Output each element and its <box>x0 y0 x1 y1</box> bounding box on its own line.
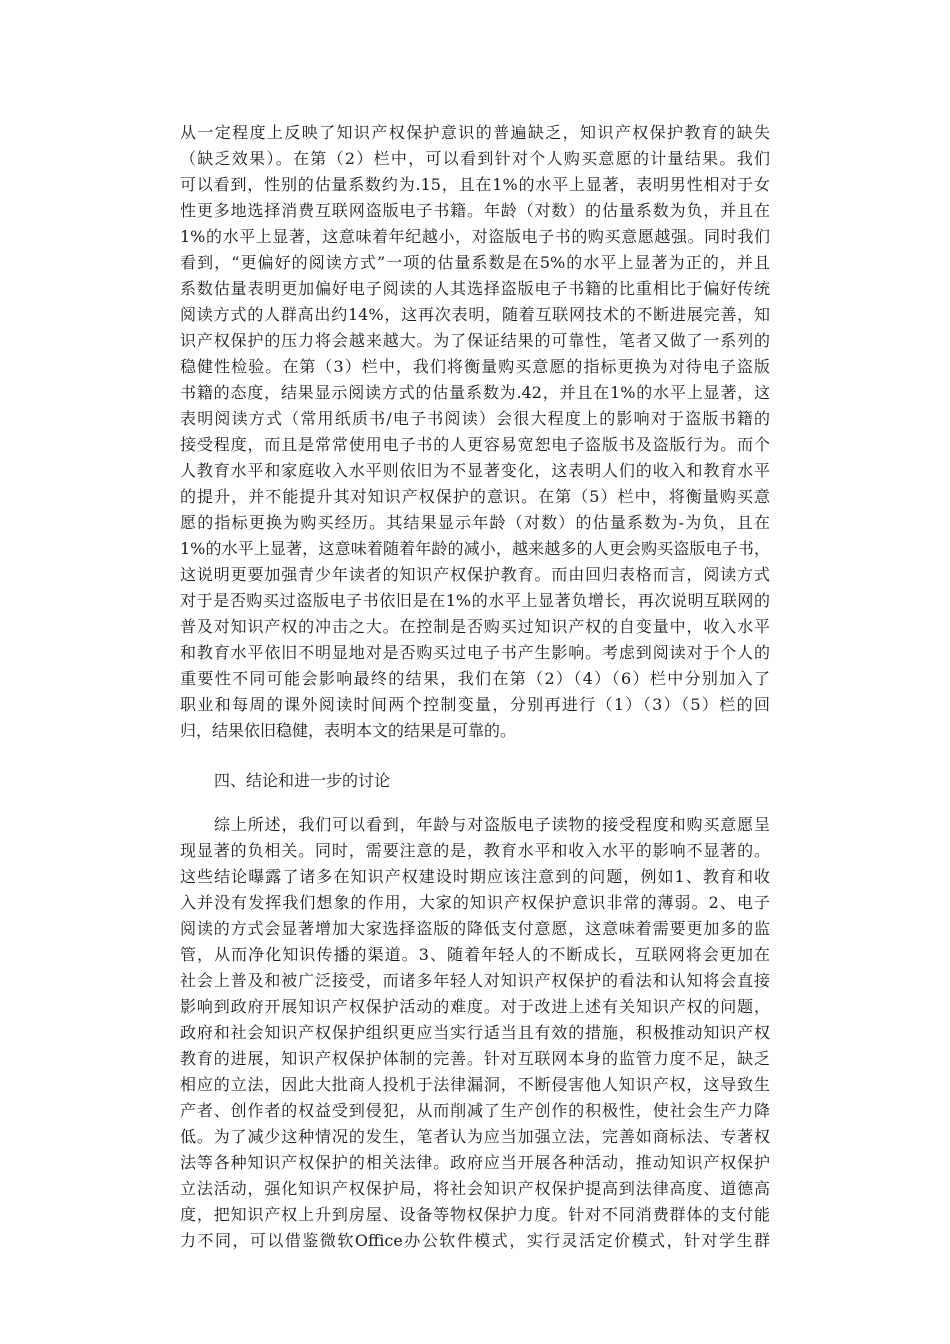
text-line: 这说明更要加强青少年读者的知识产权保护教育。而由回归表格而言，阅读方式 <box>180 565 770 584</box>
text-line: 书籍的态度，结果显示阅读方式的估量系数为.42，并且在1%的水平上显著，这 <box>180 383 770 402</box>
text-line: 入并没有发挥我们想象的作用，大家的知识产权保护意识非常的薄弱。2、电子 <box>180 893 770 912</box>
text-line: 现显著的负相关。同时，需要注意的是，教育水平和收入水平的影响不显著的。 <box>180 841 770 860</box>
text-line: 低。为了减少这种情况的发生，笔者认为应当加强立法，完善如商标法、专著权 <box>180 1127 770 1146</box>
text-line: 阅读方式的人群高出约14%，这再次表明，随着互联网技术的不断进展完善，知 <box>180 305 770 324</box>
text-line: 看到，“更偏好的阅读方式”一项的估量系数是在5%的水平上显著为正的，并且 <box>180 253 770 272</box>
text-line: 法等各种知识产权保护的相关法律。政府应当开展各种活动，推动知识产权保护 <box>180 1153 770 1172</box>
text-line: 综上所述，我们可以看到，年龄与对盗版电子读物的接受程度和购买意愿呈 <box>214 815 770 834</box>
text-line: 产者、创作者的权益受到侵犯，从而削减了生产创作的积极性，使社会生产力降 <box>180 1101 770 1120</box>
text-line: 识产权保护的压力将会越来越大。为了保证结果的可靠性，笔者又做了一系列的 <box>180 331 770 350</box>
text-line: 普及对知识产权的冲击之大。在控制是否购买过知识产权的自变量中，收入水平 <box>180 617 770 636</box>
paragraph-1 <box>180 120 770 744</box>
text-line: 愿的指标更换为购买经历。其结果显示年龄（对数）的估量系数为-为负，且在 <box>180 513 770 532</box>
text-line: 归，结果依旧稳健，表明本文的结果是可靠的。 <box>180 721 517 740</box>
text-line: 管，从而净化知识传播的渠道。3、随着年轻人的不断成长，互联网将会更加在 <box>180 945 770 964</box>
text-line: 对于是否购买过盗版电子书依旧是在1%的水平上显著负增长，再次说明互联网的 <box>180 591 770 610</box>
text-line: 重要性不同可能会影响最终的结果，我们在第（2）（4）（6）栏中分别加入了 <box>180 669 770 688</box>
text-line: 1%的水平上显著，这意味着年纪越小，对盗版电子书的购买意愿越强。同时我们 <box>180 227 770 246</box>
text-line: 职业和每周的课外阅读时间两个控制变量，分别再进行（1）（3）（5）栏的回 <box>180 695 770 714</box>
text-line: 从一定程度上反映了知识产权保护意识的普遍缺乏，知识产权保护教育的缺失 <box>180 123 770 142</box>
text-line: 接受程度，而且是常常使用电子书的人更容易宽恕电子盗版书及盗版行为。而个 <box>180 435 770 454</box>
text-line: 阅读的方式会显著增加大家选择盗版的降低支付意愿，这意味着需要更加多的监 <box>180 919 770 938</box>
text-line: （缺乏效果）。在第（2）栏中，可以看到针对个人购买意愿的计量结果。我们 <box>180 149 770 168</box>
paragraph-2 <box>180 812 770 1254</box>
text-line: 性更多地选择消费互联网盗版电子书籍。年龄（对数）的估量系数为负，并且在 <box>180 201 770 220</box>
text-line: 教育的进展，知识产权保护体制的完善。针对互联网本身的监管力度不足，缺乏 <box>180 1049 770 1068</box>
text-line: 力不同，可以借鉴微软Office办公软件模式，实行灵活定价模式，针对学生群 <box>180 1231 770 1250</box>
text-line: 系数估量表明更加偏好电子阅读的人其选择盗版电子书籍的比重相比于偏好传统 <box>180 279 770 298</box>
text-line: 政府和社会知识产权保护组织更应当实行适当且有效的措施，积极推动知识产权 <box>180 1023 770 1042</box>
text-line: 这些结论曝露了诸多在知识产权建设时期应该注意到的问题，例如1、教育和收 <box>180 867 770 886</box>
text-line: 人教育水平和家庭收入水平则依旧为不显著变化，这表明人们的收入和教育水平 <box>180 461 770 480</box>
text-line: 稳健性检验。在第（3）栏中，我们将衡量购买意愿的指标更换为对待电子盗版 <box>180 357 770 376</box>
text-line: 表明阅读方式（常用纸质书/电子书阅读）会很大程度上的影响对于盗版书籍的 <box>180 409 770 428</box>
text-line: 度，把知识产权上升到房屋、设备等物权保护力度。针对不同消费群体的支付能 <box>180 1205 770 1224</box>
text-line: 立法活动，强化知识产权保护局，将社会知识产权保护提高到法律高度、道德高 <box>180 1179 770 1198</box>
text-line: 社会上普及和被广泛接受，而诸多年轻人对知识产权保护的看法和认知将会直接 <box>180 971 770 990</box>
section-heading: 四、结论和进一步的讨论 <box>214 771 391 790</box>
text-line: 影响到政府开展知识产权保护活动的难度。对于改进上述有关知识产权的问题， <box>180 997 770 1016</box>
text-line: 的提升，并不能提升其对知识产权保护的意识。在第（5）栏中，将衡量购买意 <box>180 487 770 506</box>
text-line: 1%的水平上显著，这意味着随着年龄的减小，越来越多的人更会购买盗版电子书， <box>180 539 770 558</box>
text-line: 可以看到，性别的估量系数约为.15，且在1%的水平上显著，表明男性相对于女 <box>180 175 770 194</box>
text-line: 和教育水平依旧不明显地对是否购买过电子书产生影响。考虑到阅读对于个人的 <box>180 643 770 662</box>
text-line: 相应的立法，因此大批商人投机于法律漏洞，不断侵害他人知识产权，这导致生 <box>180 1075 770 1094</box>
document-page <box>180 120 770 1254</box>
